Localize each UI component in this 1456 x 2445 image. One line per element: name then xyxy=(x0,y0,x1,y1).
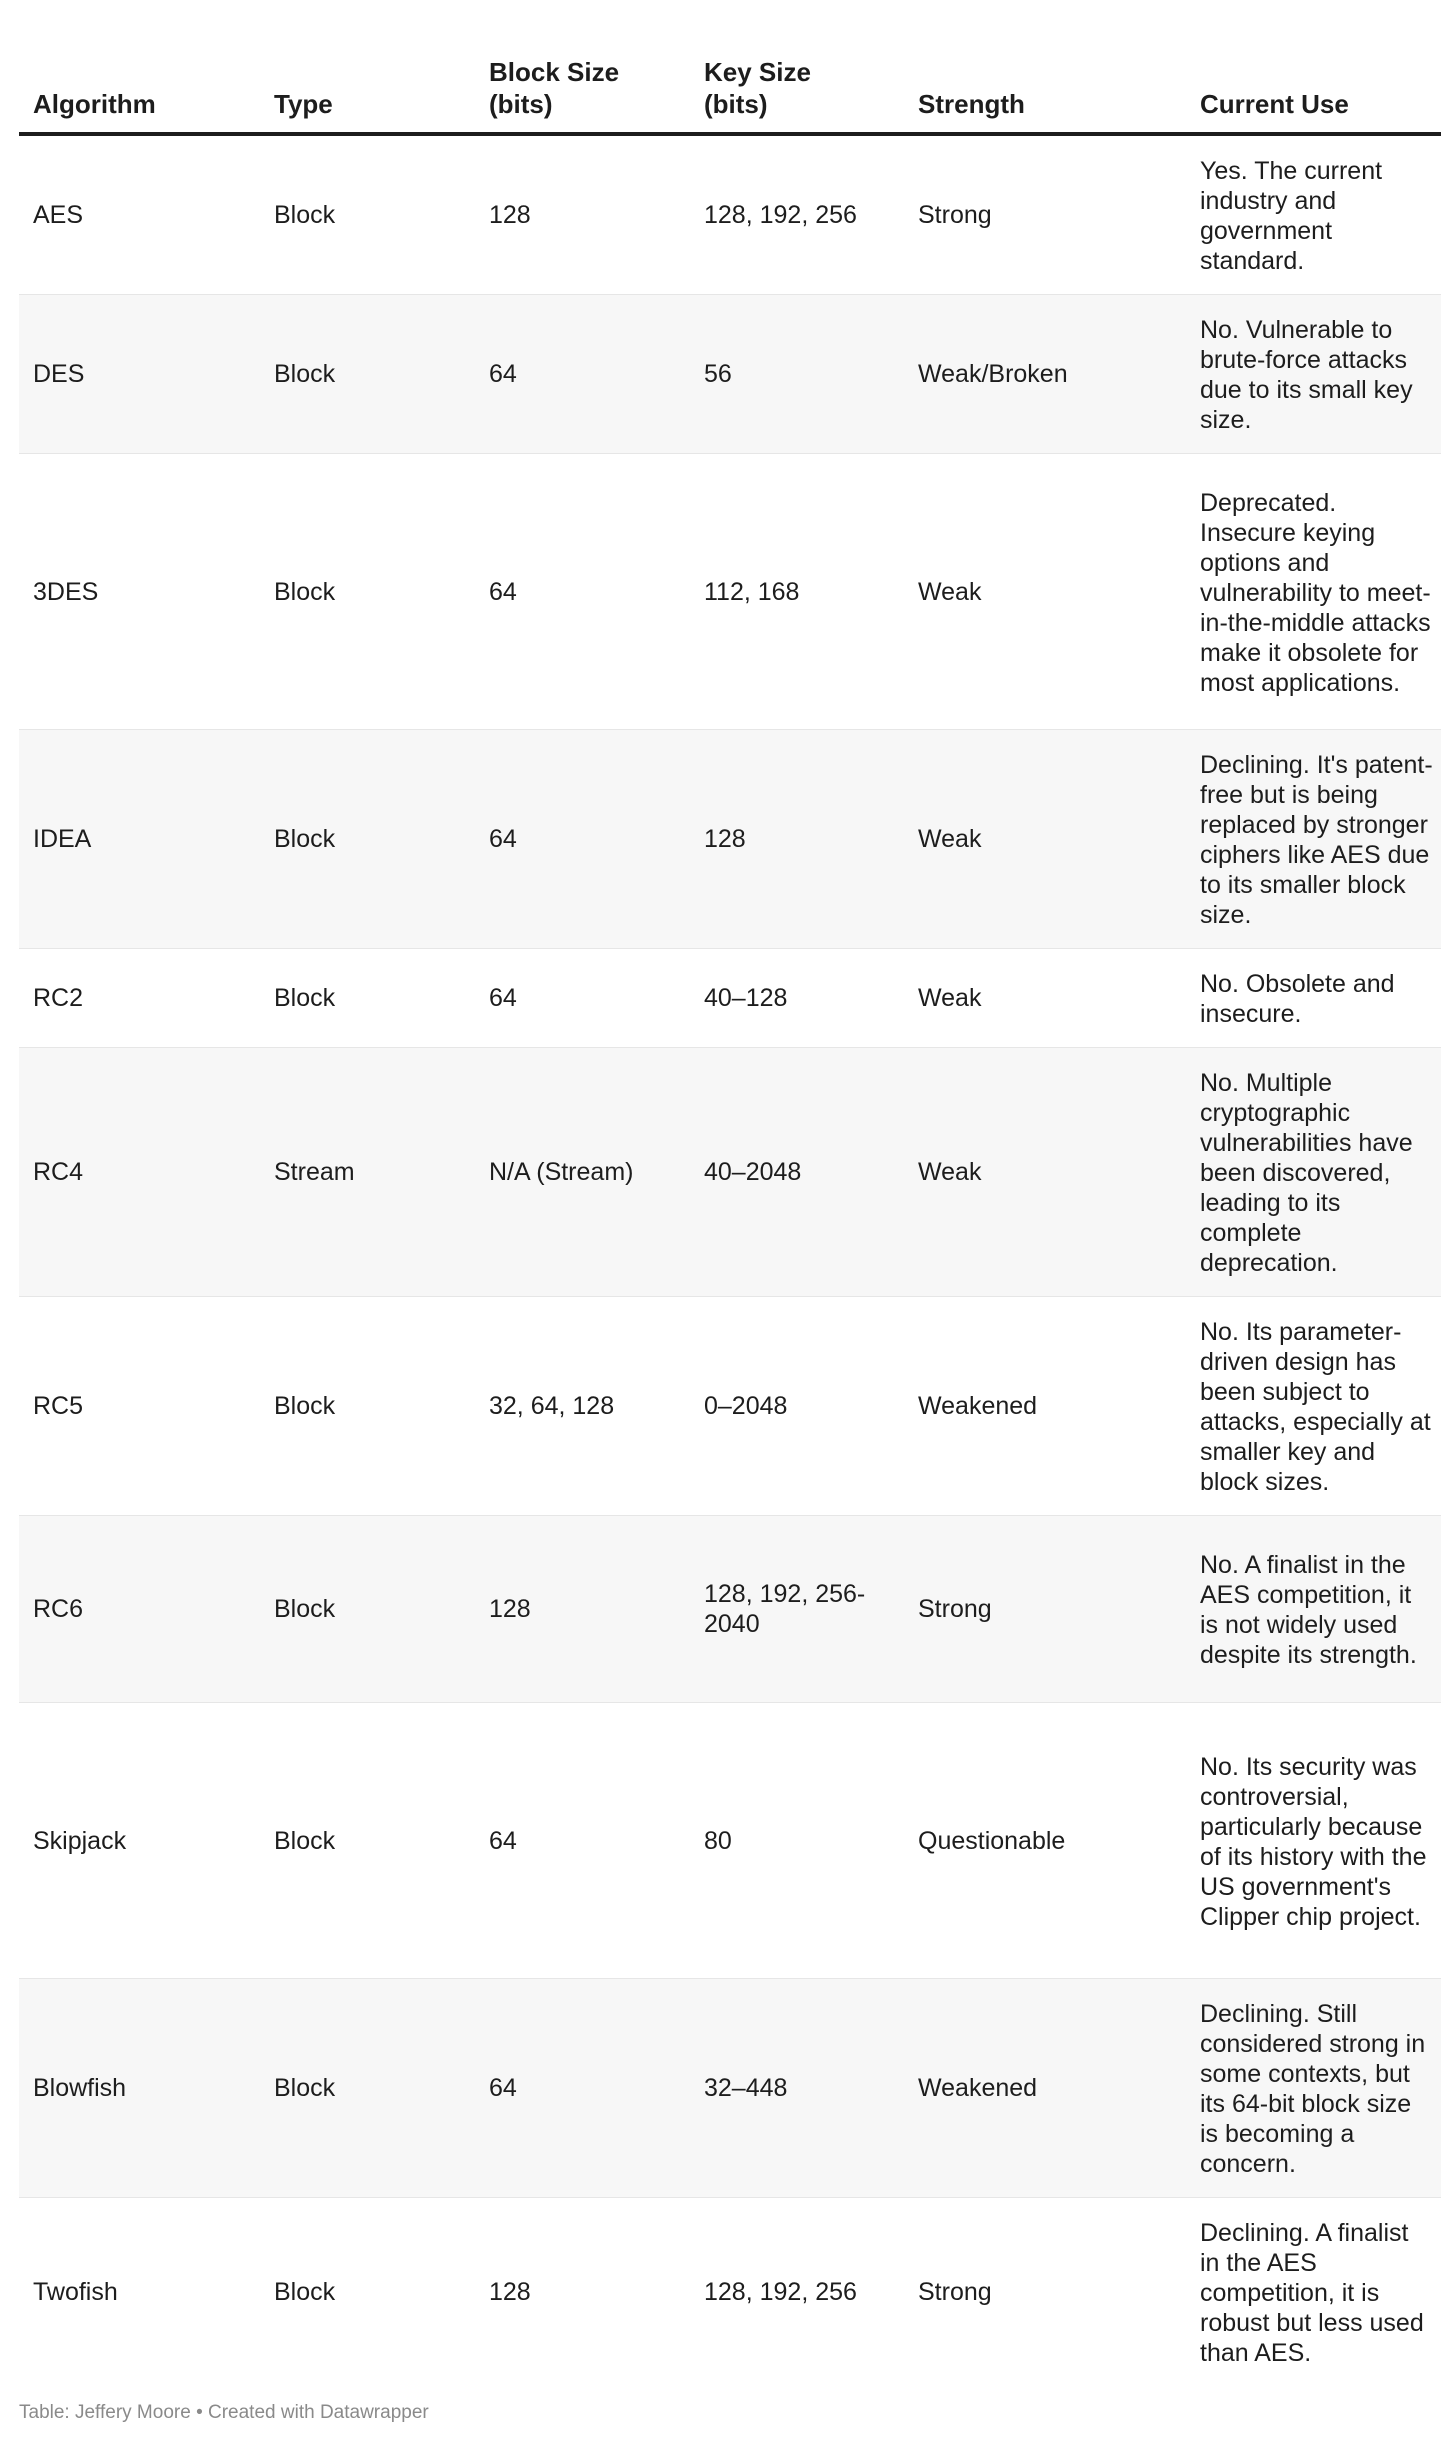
header-key-size xyxy=(690,0,904,134)
cell-strength: Weak xyxy=(904,454,1186,730)
cell-strength: Questionable xyxy=(904,1703,1186,1979)
table-row xyxy=(19,949,1441,1048)
cell-key-size: 128, 192, 256 xyxy=(704,2278,857,2306)
cell-type: Block xyxy=(260,1703,475,1979)
cell-block-size: 128 xyxy=(475,1516,690,1703)
cell-block-size: 128 xyxy=(489,2278,531,2306)
cell-algorithm: RC4 xyxy=(19,1048,260,1297)
cell-block-size: 128 xyxy=(475,134,690,295)
table-row xyxy=(19,1979,1441,2198)
header-row xyxy=(19,0,1441,134)
table-header xyxy=(19,0,1441,134)
table-body xyxy=(19,134,1441,2386)
cell-strength: Weak xyxy=(904,949,1186,1048)
cell-current-use: No. Multiple cryptographic vulnerabilities have been discovered, leading to its complete deprecation. xyxy=(1186,1048,1441,1297)
cell-key-size: 40–128 xyxy=(690,949,904,1048)
cell-type: Block xyxy=(260,730,475,949)
cell-strength: Weak xyxy=(904,1048,1186,1297)
cell-type: Block xyxy=(260,454,475,730)
cell-key-size: 56 xyxy=(690,295,904,454)
header-strength-label: Strength xyxy=(918,89,1025,119)
cell-algorithm: 3DES xyxy=(19,454,260,730)
table-row xyxy=(19,134,1441,295)
cell-key-size: 40–2048 xyxy=(690,1048,904,1297)
cell-current-use: Yes. The current industry and government standard. xyxy=(1186,134,1441,295)
cipher-comparison-table xyxy=(19,0,1441,2386)
table-row xyxy=(19,1048,1441,1297)
cell-strength: Strong xyxy=(918,2278,992,2306)
cell-algorithm: Skipjack xyxy=(19,1703,260,1979)
cell-key-size: 0–2048 xyxy=(690,1297,904,1516)
cell-current-use: No. Vulnerable to brute-force attacks due to its small key size. xyxy=(1186,295,1441,454)
cell-block-size: 32, 64, 128 xyxy=(475,1297,690,1516)
cell-strength: Strong xyxy=(904,1516,1186,1703)
cell-strength: Weakened xyxy=(904,1979,1186,2198)
cell-type: Block xyxy=(260,1297,475,1516)
cell-block-size: 64 xyxy=(475,949,690,1048)
header-type-label: Type xyxy=(274,89,333,119)
cell-block-size: 64 xyxy=(475,454,690,730)
table-row xyxy=(19,1516,1441,1703)
header-block-size-line-1: Block Size xyxy=(489,57,620,87)
cell-current-use: Declining. Still considered strong in some contexts, but its 64-bit block size is becoming a concern. xyxy=(1186,1979,1441,2198)
cell-type: Block xyxy=(260,1979,475,2198)
cell-algorithm: AES xyxy=(19,134,260,295)
cell-type: Block xyxy=(260,949,475,1048)
cell-type: Block xyxy=(260,134,475,295)
header-type xyxy=(260,0,475,134)
cell-key-size: 32–448 xyxy=(690,1979,904,2198)
header-block-size-line-2: (bits) xyxy=(489,89,553,119)
cell-algorithm: RC5 xyxy=(19,1297,260,1516)
table-row xyxy=(19,2198,1441,2387)
cell-current-use: No. Its parameter-driven design has been subject to attacks, especially at smaller key and block sizes. xyxy=(1186,1297,1441,1516)
cell-strength: Strong xyxy=(904,134,1186,295)
header-block-size xyxy=(475,0,690,134)
cell-current-use: Deprecated. Insecure keying options and vulnerability to meet-in-the-middle attacks make it obsolete for most applications. xyxy=(1186,454,1441,730)
table-row xyxy=(19,454,1441,730)
cell-current-use: Declining. A finalist in the AES competition, it is robust but less used than AES. xyxy=(1200,2219,1424,2367)
header-algorithm-label: Algorithm xyxy=(33,89,156,119)
cell-key-size: 128 xyxy=(690,730,904,949)
table-row xyxy=(19,1297,1441,1516)
table-row xyxy=(19,1703,1441,1979)
cell-strength: Weak xyxy=(904,730,1186,949)
cell-type: Block xyxy=(260,295,475,454)
cell-current-use: No. Its security was controversial, particularly because of its history with the US government's Clipper chip project. xyxy=(1186,1703,1441,1979)
cell-block-size: N/A (Stream) xyxy=(475,1048,690,1297)
cell-type: Block xyxy=(274,2278,336,2306)
cell-block-size: 64 xyxy=(475,295,690,454)
cell-key-size: 128, 192, 256-2040 xyxy=(690,1516,904,1703)
cell-strength: Weak/Broken xyxy=(904,295,1186,454)
cell-strength: Weakened xyxy=(904,1297,1186,1516)
cell-algorithm: RC2 xyxy=(19,949,260,1048)
header-current-use xyxy=(1186,0,1441,134)
header-key-size-line-1: Key Size xyxy=(704,57,811,87)
cell-block-size: 64 xyxy=(475,1979,690,2198)
table-row xyxy=(19,730,1441,949)
cell-current-use: No. A finalist in the AES competition, it is not widely used despite its strength. xyxy=(1186,1516,1441,1703)
cell-key-size: 112, 168 xyxy=(690,454,904,730)
header-key-size-line-2: (bits) xyxy=(704,89,768,119)
cell-current-use: Declining. It's patent-free but is being replaced by stronger ciphers like AES due to its smaller block size. xyxy=(1186,730,1441,949)
header-strength xyxy=(904,0,1186,134)
cell-block-size: 64 xyxy=(475,730,690,949)
table-container xyxy=(19,0,1441,2386)
cell-algorithm: RC6 xyxy=(19,1516,260,1703)
cell-type: Stream xyxy=(260,1048,475,1297)
cell-type: Block xyxy=(260,1516,475,1703)
cell-algorithm: DES xyxy=(19,295,260,454)
header-current-use-label: Current Use xyxy=(1200,89,1349,119)
cell-current-use: No. Obsolete and insecure. xyxy=(1186,949,1441,1048)
cell-algorithm: Twofish xyxy=(33,2278,118,2306)
table-row xyxy=(19,295,1441,454)
source-credit: Table: Jeffery Moore • Created with Datawrapper xyxy=(19,2402,429,2423)
header-algorithm xyxy=(19,0,260,134)
cell-algorithm: Blowfish xyxy=(19,1979,260,2198)
cell-block-size: 64 xyxy=(475,1703,690,1979)
cell-algorithm: IDEA xyxy=(19,730,260,949)
cell-key-size: 80 xyxy=(690,1703,904,1979)
cell-key-size: 128, 192, 256 xyxy=(690,134,904,295)
